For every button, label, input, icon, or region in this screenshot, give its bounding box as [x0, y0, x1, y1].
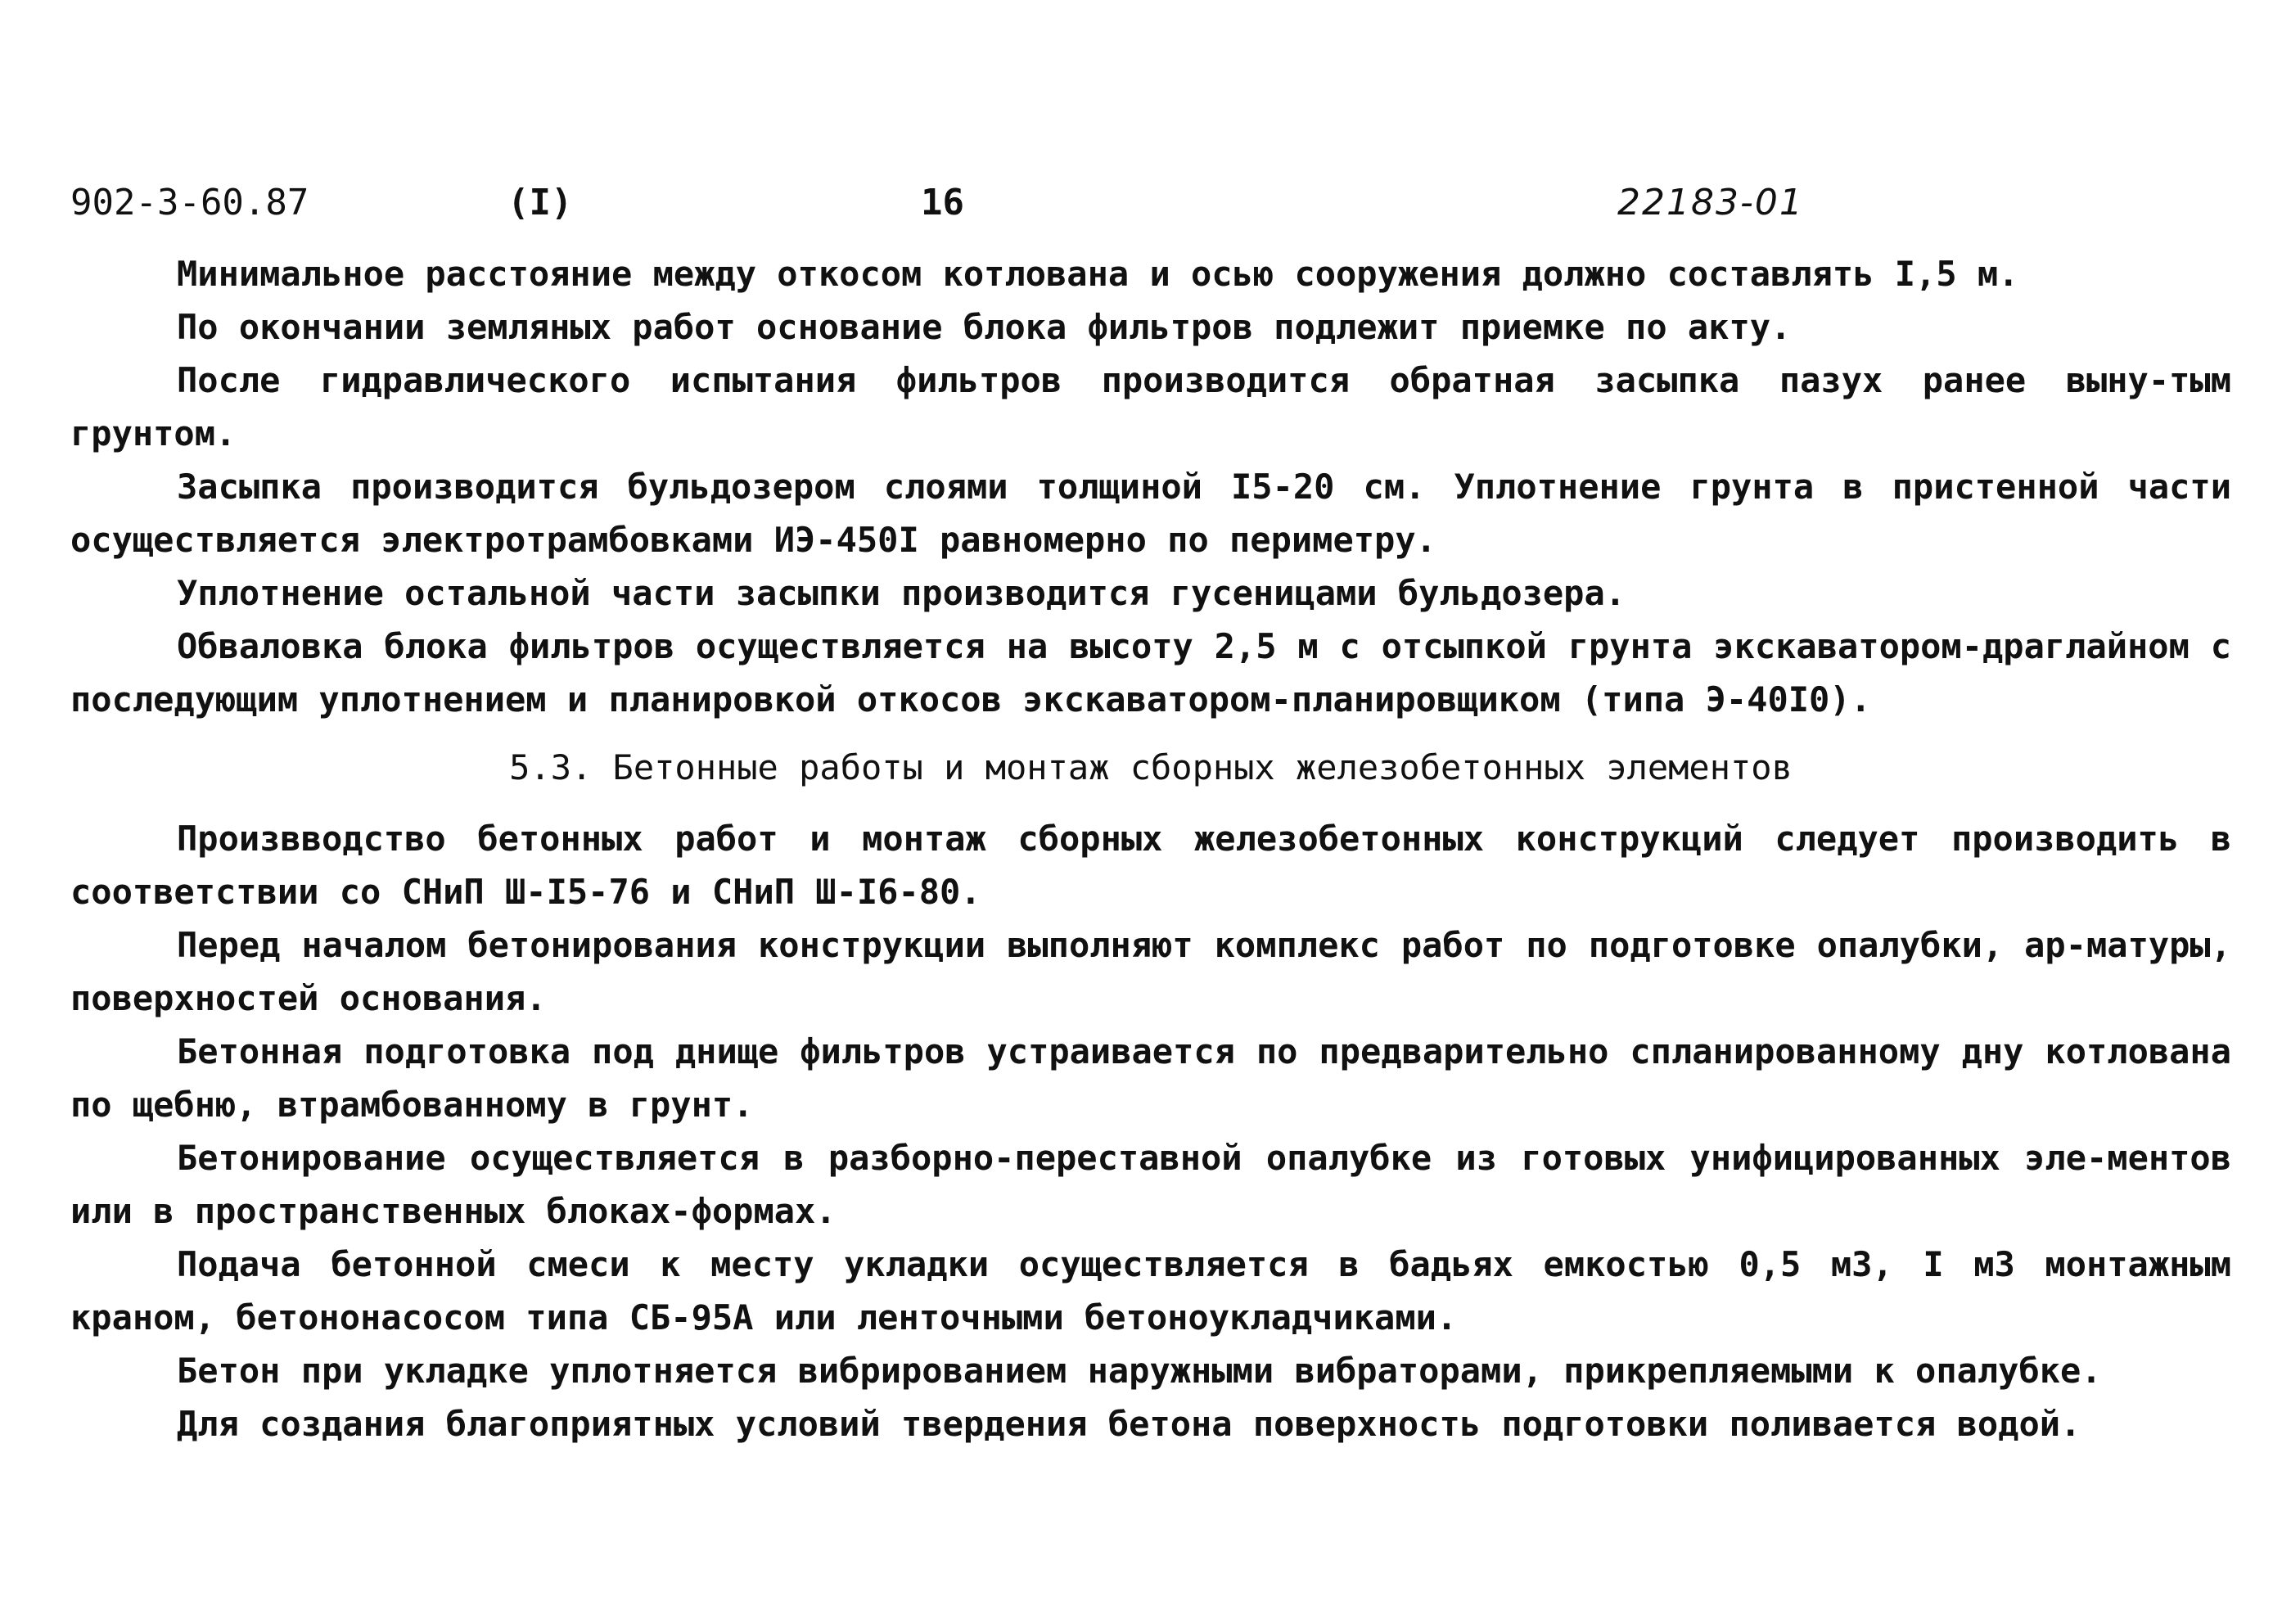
section-heading: 5.3. Бетонные работы и монтаж сборных железобетонных элементов — [509, 747, 1793, 787]
paragraph: Засыпка производится бульдозером слоями толщиной I5-20 см. Уплотнение грунта в пристенной части осуществляется электротрамбовками ИЭ-450I равномерно по периметру. — [70, 467, 2231, 560]
volume-number: (I) — [507, 182, 573, 223]
paragraph: Уплотнение остальной части засыпки производится гусеницами бульдозера. — [177, 573, 1626, 613]
paragraph: Бетон при укладке уплотняется вибрированием наружными вибраторами, прикрепляемыми к опалубке. — [177, 1351, 2102, 1391]
document-number: 902-3-60.87 — [70, 182, 309, 223]
paragraph: Минимальное расстояние между откосом котлована и осью сооружения должно составлять I,5 м. — [177, 254, 2019, 294]
paragraph: Для создания благоприятных условий твердения бетона поверхность подготовки поливается водой. — [177, 1404, 2081, 1444]
paragraph: Подача бетонной смеси к месту укладки осуществляется в бадьях емкостью 0,5 м3, I м3 монтажным краном, бетононасосом типа СБ-95А или ленточными бетоноукладчиками. — [70, 1244, 2231, 1338]
paragraph: Перед началом бетонирования конструкции выполняют комплекс работ по подготовке опалубки, ар-матуры, поверхностей основания. — [70, 925, 2231, 1018]
paragraph: Произвводство бетонных работ и монтаж сборных железобетонных конструкций следует производить в соответствии со СНиП Ш-I5-76 и СНиП Ш-I6-80. — [70, 819, 2231, 912]
paragraph: Бетонирование осуществляется в разборно-переставной опалубке из готовых унифицированных эле-ментов или в пространственных блоках-формах. — [70, 1138, 2231, 1231]
paragraph: Обваловка блока фильтров осуществляется на высоту 2,5 м с отсыпкой грунта экскаватором-драглайном с последующим уплотнением и планировкой откосов экскаватором-планировщиком (типа Э-40I0). — [70, 626, 2231, 720]
body-text — [70, 247, 2231, 1450]
paragraph: По окончании земляных работ основание блока фильтров подлежит приемке по акту. — [177, 307, 1792, 347]
paragraph: Бетонная подготовка под днище фильтров устраивается по предварительно спланированному дну котлована по щебню, втрамбованному в грунт. — [70, 1031, 2231, 1125]
page-number: 16 — [921, 182, 964, 223]
paragraph: После гидравлического испытания фильтров производится обратная засыпка пазух ранее выну-тым грунтом. — [70, 360, 2231, 453]
document-code: 22183-01 — [1617, 182, 1804, 223]
